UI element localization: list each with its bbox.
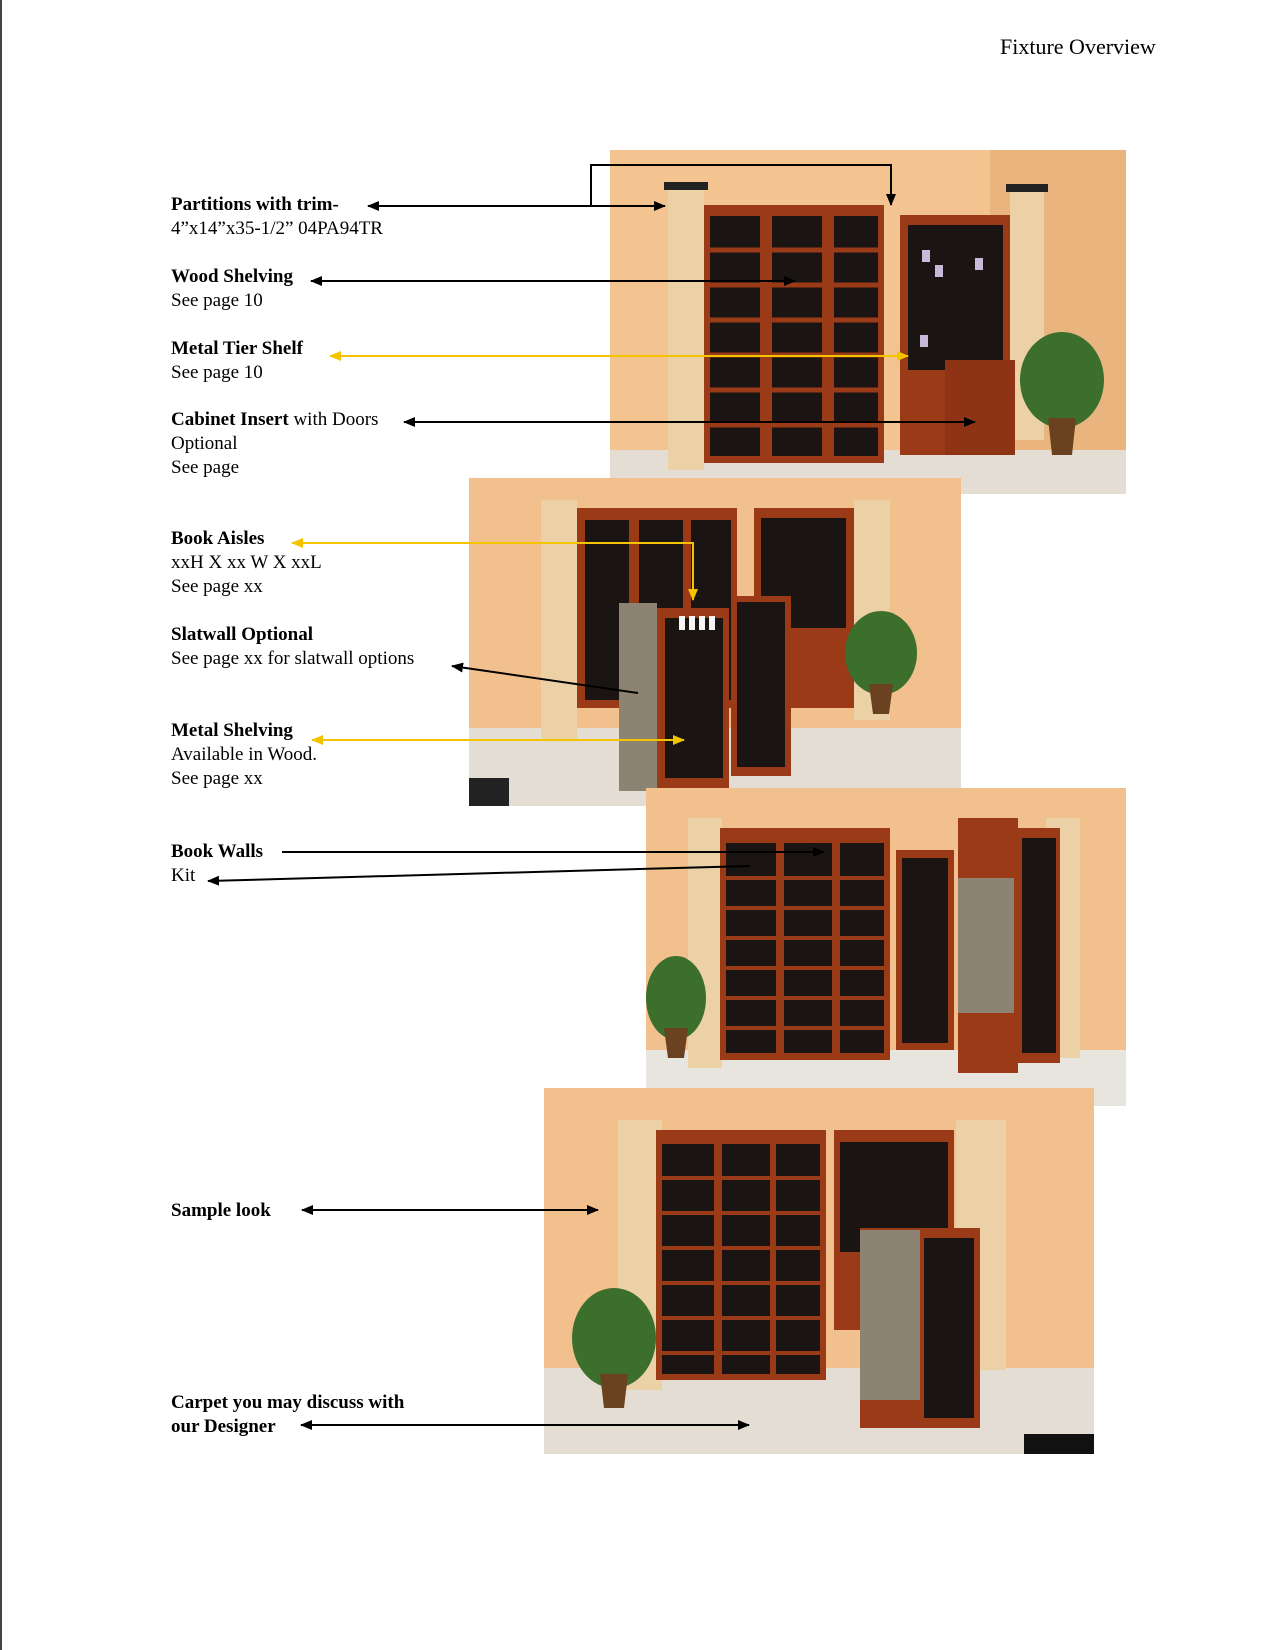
callout-slatwall-title: Slatwall Optional xyxy=(171,624,313,645)
arrow-partitions-bracket xyxy=(591,165,891,206)
callout-book-walls-kit: Kit xyxy=(171,865,196,886)
callout-partitions-dims: 4”x14”x35-1/2” 04PA94TR xyxy=(171,218,383,239)
page-title: Fixture Overview xyxy=(1000,34,1156,59)
callout-wood-shelving-title: Wood Shelving xyxy=(171,266,293,287)
callout-slatwall-ref: See page xx for slatwall options xyxy=(171,648,415,669)
callout-carpet-title: Carpet you may discuss with xyxy=(171,1392,405,1413)
callout-cabinet-insert-optional: Optional xyxy=(171,433,238,454)
callout-wood-shelving-ref: See page 10 xyxy=(171,290,263,311)
callout-metal-tier-shelf-ref: See page 10 xyxy=(171,362,263,383)
callout-metal-tier-shelf-title: Metal Tier Shelf xyxy=(171,338,303,359)
arrow-book-aisles xyxy=(292,543,693,600)
callout-metal-shelving-ref: See page xx xyxy=(171,768,263,789)
arrow-slatwall xyxy=(452,666,638,693)
callout-book-aisles-title: Book Aisles xyxy=(171,528,265,549)
callout-metal-shelving-wood: Available in Wood. xyxy=(171,744,318,765)
callout-carpet-designer: our Designer xyxy=(171,1416,276,1437)
callout-cabinet-insert-title: Cabinet Insert xyxy=(171,409,289,430)
callout-book-walls-title: Book Walls xyxy=(171,841,264,862)
callout-book-aisles-ref: See page xx xyxy=(171,576,263,597)
callout-sample-look-title: Sample look xyxy=(171,1200,271,1221)
callout-cabinet-insert-rest: with Doors xyxy=(288,409,379,430)
callout-cabinet-insert-ref: See page xyxy=(171,457,240,478)
callout-book-aisles-dims: xxH X xx W X xxL xyxy=(171,552,322,573)
arrow-book-walls-kit xyxy=(208,866,750,881)
callout-metal-shelving-title: Metal Shelving xyxy=(171,720,293,741)
callout-partitions-title: Partitions with trim- xyxy=(171,194,339,215)
